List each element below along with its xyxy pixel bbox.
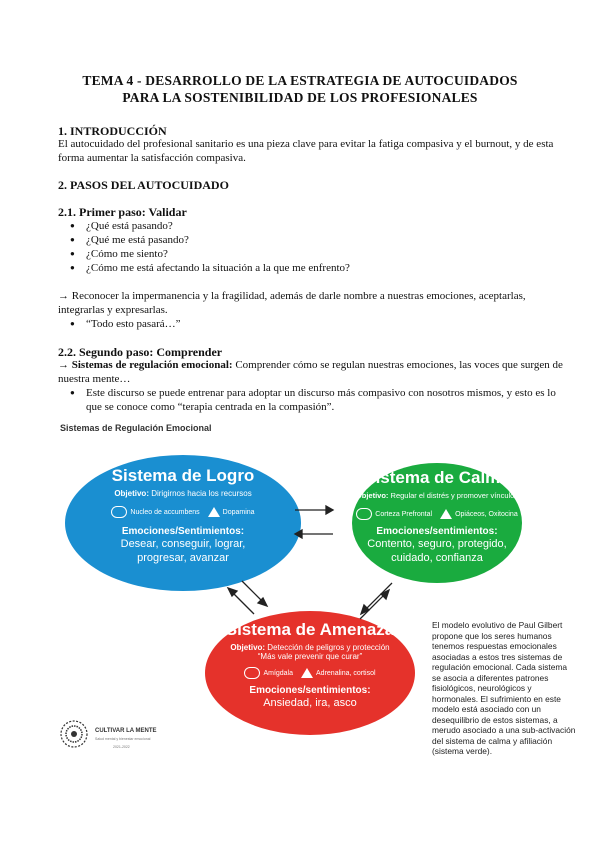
document-title bbox=[0, 72, 600, 106]
logro-icons: Nucleo de accumbens Dopamina bbox=[75, 506, 291, 518]
lead-text: Comprender cómo se regulan nuestras emociones, las voces que surgen de nuestra mente… bbox=[58, 359, 563, 385]
mandala-logo-icon bbox=[60, 720, 88, 748]
calma-em-2: cuidado, confianza bbox=[391, 552, 483, 564]
logro-objetivo: Objetivo: Dirigirnos hacia los recursos bbox=[114, 489, 252, 498]
list-item: ● ¿Qué me está pasando? bbox=[70, 233, 350, 247]
logro-title: Sistema de Logro bbox=[111, 466, 255, 485]
calma-objetivo: Objetivo: Regular el distrés y promover vínculos bbox=[355, 491, 519, 500]
paso1-heading: 2.1. Primer paso: Validar bbox=[58, 205, 187, 219]
title-line-1: TEMA 4 - DESARROLLO DE LA ESTRATEGIA DE AUTOCUIDADOS bbox=[82, 73, 518, 88]
paso1-arrow-text: → Reconocer la impermanencia y la fragilidad, además de darle nombre a nuestras emociones, aceptarlas, integrarlas y expresarlas. bbox=[58, 290, 526, 316]
brain-icon bbox=[111, 506, 127, 518]
logro-em-1: Desear, conseguir, lograr, bbox=[120, 538, 246, 550]
paso1-quote-list bbox=[70, 317, 181, 331]
logo-text: CULTIVAR LA MENTE bbox=[95, 728, 157, 734]
title-line-2: PARA LA SOSTENIBILIDAD DE LOS PROFESIONALES bbox=[122, 90, 478, 105]
calma-em-1: Contento, seguro, protegido, bbox=[367, 538, 507, 550]
list-item: ● ¿Qué está pasando? bbox=[70, 219, 350, 233]
list-item: ● ¿Cómo me está afectando la situación a la que me enfrento? bbox=[70, 261, 350, 275]
calma-sub: Emociones/sentimientos: bbox=[376, 526, 498, 537]
calma-content bbox=[355, 468, 519, 565]
paso2-lead bbox=[58, 358, 563, 386]
brain-icon bbox=[244, 667, 260, 679]
paso2-heading: 2.2. Segundo paso: Comprender bbox=[58, 345, 223, 359]
intro-text: El autocuidado del profesional sanitario es una pieza clave para evitar la fatiga compasiva y el burnout, y de esta forma aumentar la satisfacción compasiva. bbox=[58, 138, 554, 164]
list-item: ● ¿Cómo me siento? bbox=[70, 247, 350, 261]
arrow-symbol: → bbox=[58, 359, 69, 371]
logro-content bbox=[75, 466, 291, 565]
amenaza-title: Sistema de Amenaza bbox=[225, 620, 395, 639]
amenaza-sub: Emociones/sentimientos: bbox=[249, 685, 371, 696]
amenaza-em-1: Ansiedad, ira, asco bbox=[263, 697, 357, 709]
lead-bold: Sistemas de regulación emocional: bbox=[71, 359, 233, 371]
amenaza-objetivo: Objetivo: Detección de peligros y protección bbox=[230, 643, 390, 652]
flask-icon bbox=[208, 507, 220, 517]
gilbert-note: El modelo evolutivo de Paul Gilbert propone que los seres humanos tenemos respuestas emocionales asociadas a estos tres sistemas de regulación emocional. Cada sistema se asocia a diferentes patrones fisiológicos, neurológicos y hormonales. El sufrimiento en este modelo está asociado con un desequilibrio de estos sistemas, a merudo asociado a una sub-activación del sistema de calma y afiliación (sistema verde). bbox=[432, 620, 576, 756]
amenaza-objetivo-2: “Más vale prevenir que curar” bbox=[257, 652, 363, 661]
flask-icon bbox=[440, 509, 452, 519]
intro-heading: 1. INTRODUCCIÓN bbox=[58, 124, 167, 138]
list-item: ● Este discurso se puede entrenar para adoptar un discurso más compasivo con nosotros mismos, y esto es lo que se conoce como “terapia centrada en la compasión”. bbox=[70, 386, 560, 414]
calma-title: Sistema de Calma bbox=[364, 468, 510, 487]
amenaza-content bbox=[215, 620, 405, 710]
quote-item: ● “Todo esto pasará…” bbox=[70, 317, 181, 331]
logro-sub: Emociones/Sentimientos: bbox=[121, 526, 245, 537]
paso2-bullet-list bbox=[70, 386, 560, 414]
figure-title: Sistemas de Regulación Emocional bbox=[60, 423, 212, 433]
calma-icons: Corteza Prefrontal Opiáceos, Oxitocina bbox=[355, 508, 519, 520]
paso1-bullet-list bbox=[70, 219, 350, 275]
pasos-heading: 2. PASOS DEL AUTOCUIDADO bbox=[58, 178, 229, 192]
flask-icon bbox=[301, 668, 313, 678]
brain-icon bbox=[356, 508, 372, 520]
amenaza-icons: Amígdala Adrenalina, cortisol bbox=[215, 667, 405, 679]
logo-date: 2021-2022 bbox=[113, 745, 130, 749]
logro-em-2: progresar, avanzar bbox=[137, 552, 229, 564]
logo-subtext: Salud mental y bienestar emocional bbox=[95, 737, 151, 741]
